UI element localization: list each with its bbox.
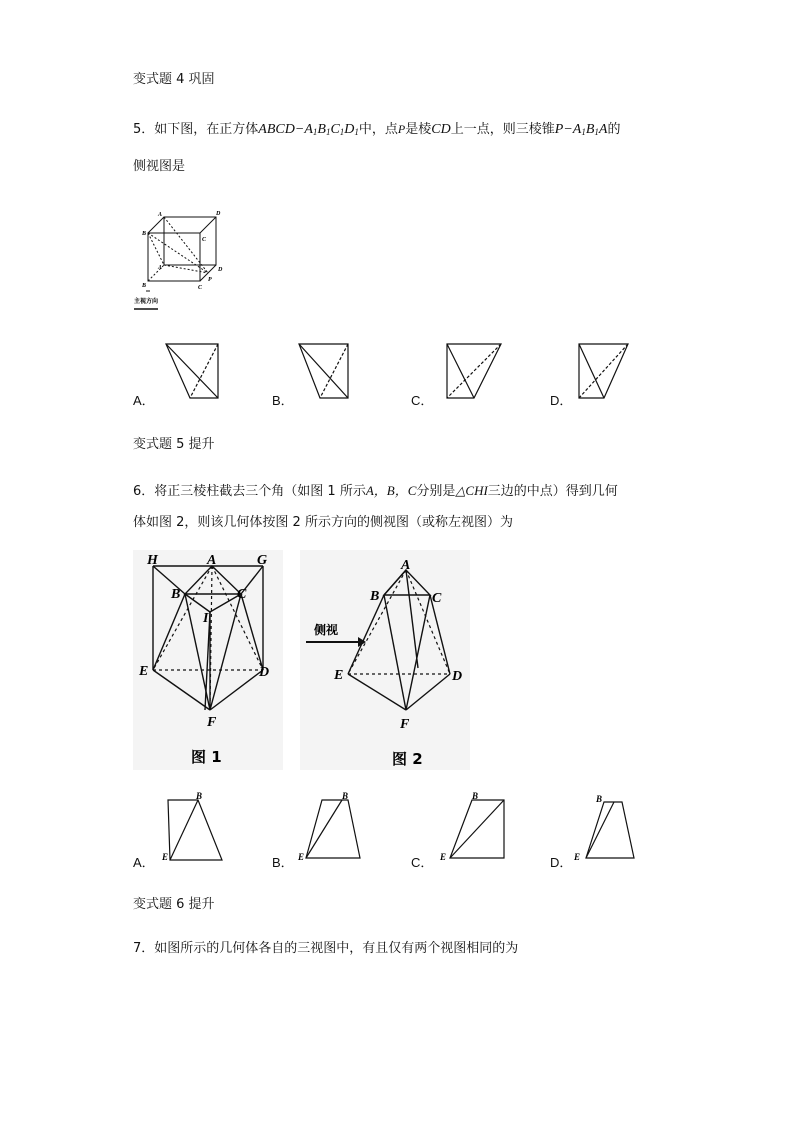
q5-option-c-figure[interactable] <box>446 343 503 399</box>
q6-text-c: 三边的中点）得到几何 <box>487 484 618 499</box>
q6-option-c-label[interactable]: C． <box>411 855 434 870</box>
q5-point-p: P <box>397 122 406 136</box>
question-5-line-1 <box>133 118 620 138</box>
q5-option-c-label[interactable]: C． <box>411 393 434 408</box>
q5-edge: CD <box>431 122 451 137</box>
q6-option-b-figure[interactable] <box>296 792 366 862</box>
fig2-label-b: B <box>370 589 380 604</box>
q5-option-d-figure[interactable] <box>578 343 630 399</box>
q5-text-e: 的 <box>607 122 621 137</box>
q6b-label-b: B <box>342 791 349 801</box>
section-title-4: 变式题 4 巩固 <box>133 72 215 87</box>
fig1-label-h: H <box>147 553 158 568</box>
q5-option-b-label[interactable]: B． <box>272 393 294 408</box>
q5-text-b: 中，点 <box>358 122 398 137</box>
q5-option-a-figure[interactable] <box>165 343 220 399</box>
q5-number: 5． <box>133 122 155 137</box>
q6c-label-b: B <box>472 791 479 801</box>
fig1-label-i: I <box>203 611 209 626</box>
q5-option-b-figure[interactable] <box>298 343 350 399</box>
q5-option-d-label[interactable]: D． <box>550 393 573 408</box>
cube-label-a1: A <box>158 212 163 218</box>
fig2-label-d: D <box>452 669 463 684</box>
q6-triangle: △CHI <box>455 483 488 498</box>
q6a-label-b: B <box>196 791 203 801</box>
question-6-line-1 <box>133 480 618 499</box>
q5-text-a: 如下图，在正方体 <box>154 122 259 137</box>
cube-label-a: A <box>158 265 163 271</box>
q6d-label-b: B <box>596 794 603 804</box>
question-6-line-2: 体如图 2，则该几何体按图 2 所示方向的侧视图（或称左视图）为 <box>133 515 513 530</box>
cube-label-c: C <box>198 285 203 291</box>
q6-text-a: 将正三棱柱截去三个角（如图 1 所示 <box>154 484 366 499</box>
q6-option-d-label[interactable]: D． <box>550 855 573 870</box>
q6-option-a-figure[interactable] <box>160 792 230 862</box>
cube-label-c1: C <box>202 237 207 243</box>
q7-text: 如图所示的几何体各自的三视图中，有且仅有两个视图相同的为 <box>154 941 519 956</box>
fig1-label-f: F <box>207 715 217 730</box>
fig1-label-c: C <box>237 587 247 602</box>
q6-number: 6． <box>133 484 155 499</box>
q6d-label-e: E <box>574 852 581 862</box>
q5-cube-name: $ABCD-A_1B_1C_1D_1$ <box>258 122 359 137</box>
cube-caption: 主视方向 <box>134 298 159 305</box>
fig2-label-a: A <box>401 558 411 573</box>
cube-label-d: D <box>218 267 223 273</box>
cube-front-face <box>148 233 200 281</box>
fig2-label-c: C <box>432 591 442 606</box>
fig2-view-arrow-label: 侧视 <box>314 623 339 637</box>
fig2-label-f: F <box>400 717 410 732</box>
fig1-caption: 图 1 <box>191 748 222 766</box>
cube-label-d1: D <box>216 211 221 217</box>
q6-option-d-figure[interactable] <box>570 792 640 862</box>
figure-1 <box>133 550 283 770</box>
q6-option-b-label[interactable]: B． <box>272 855 294 870</box>
q5-pyramid: $P-A_1B_1A$ <box>554 122 608 137</box>
q6-text-b: 分别是 <box>416 484 456 499</box>
q6c-label-e: E <box>440 852 447 862</box>
section-title-6: 变式题 6 提升 <box>133 897 215 912</box>
q6-option-c-figure[interactable] <box>438 792 508 862</box>
fig1-label-g: G <box>257 553 268 568</box>
cube-label-b: B <box>142 283 147 289</box>
cube-figure <box>128 205 228 315</box>
section-title-5: 变式题 5 提升 <box>133 437 215 452</box>
q6-option-a-label[interactable]: A． <box>133 855 155 870</box>
figure-2 <box>300 550 470 770</box>
q6a-label-e: E <box>162 852 169 862</box>
fig2-caption: 图 2 <box>392 750 423 768</box>
fig1-label-e: E <box>139 664 149 679</box>
q5-text-c: 是棱 <box>405 122 432 137</box>
question-7 <box>133 937 518 956</box>
fig2-label-e: E <box>334 668 344 683</box>
q6-points: A，B，C <box>365 483 417 498</box>
fig1-label-b: B <box>171 587 181 602</box>
fig1-label-a: A <box>207 553 217 568</box>
q7-number: 7． <box>133 941 155 956</box>
q5-text-d: 上一点，则三棱锥 <box>450 122 555 137</box>
q6b-label-e: E <box>298 852 305 862</box>
cube-label-p: P <box>208 277 212 283</box>
question-5-line-2: 侧视图是 <box>133 159 186 174</box>
cube-label-b1: B <box>142 231 147 237</box>
q5-option-a-label[interactable]: A． <box>133 393 155 408</box>
fig1-label-d: D <box>259 665 270 680</box>
